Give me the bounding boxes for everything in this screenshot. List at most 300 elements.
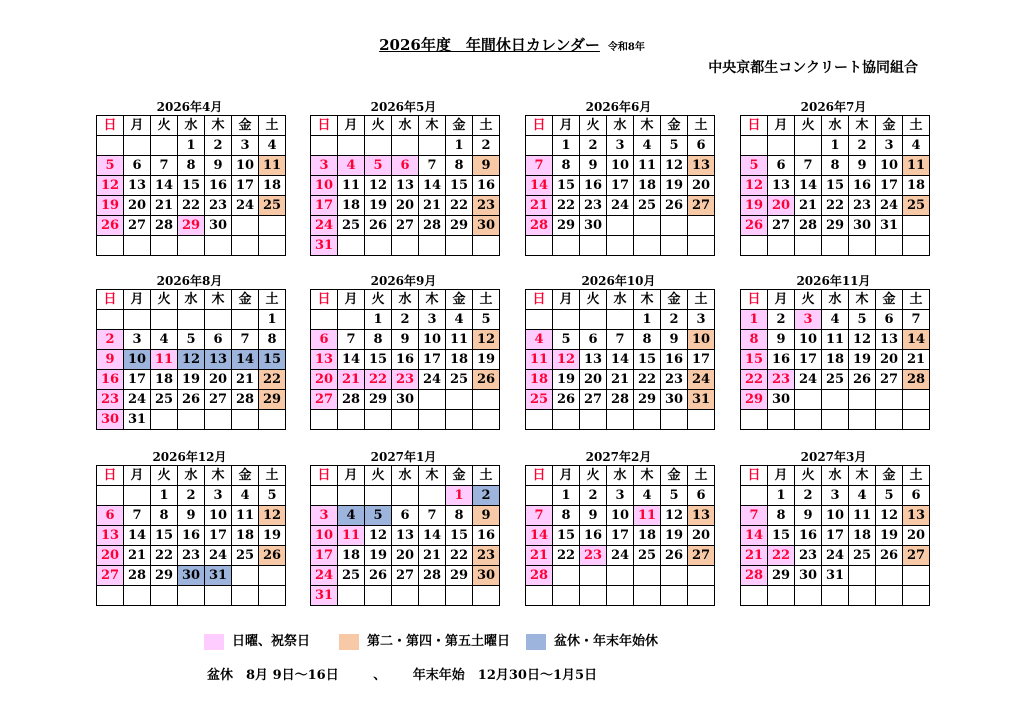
notes-separator: 、 <box>373 668 387 683</box>
day-cell: 22 <box>634 370 661 390</box>
day-cell <box>741 236 768 256</box>
day-cell: 18 <box>338 546 365 566</box>
weekday-header: 水 <box>822 466 849 486</box>
day-cell <box>526 136 553 156</box>
day-cell <box>795 136 822 156</box>
day-cell <box>553 566 580 586</box>
title-era: 令和8年 <box>607 42 645 53</box>
day-cell <box>822 410 849 430</box>
day-cell: 17 <box>607 176 634 196</box>
day-cell: 31 <box>311 586 338 606</box>
day-cell: 12 <box>365 176 392 196</box>
day-cell: 2 <box>473 486 500 506</box>
month-title: 2026年7月 <box>800 100 867 114</box>
weekday-header: 木 <box>634 290 661 310</box>
day-cell: 26 <box>473 370 500 390</box>
day-cell: 16 <box>580 526 607 546</box>
day-cell: 10 <box>607 156 634 176</box>
day-cell: 8 <box>446 506 473 526</box>
day-cell <box>661 410 688 430</box>
weekday-header: 火 <box>795 466 822 486</box>
month-table <box>310 289 500 430</box>
day-cell: 29 <box>741 390 768 410</box>
weekday-header: 木 <box>849 290 876 310</box>
day-cell: 8 <box>365 330 392 350</box>
day-cell: 18 <box>232 526 259 546</box>
day-cell <box>903 236 930 256</box>
weekday-header: 日 <box>526 290 553 310</box>
day-cell: 1 <box>634 310 661 330</box>
day-cell: 10 <box>205 506 232 526</box>
day-cell: 29 <box>446 566 473 586</box>
weekday-header: 木 <box>205 290 232 310</box>
day-cell <box>876 586 903 606</box>
day-cell: 1 <box>553 136 580 156</box>
day-cell: 13 <box>903 506 930 526</box>
day-cell: 6 <box>903 486 930 506</box>
day-cell: 4 <box>634 486 661 506</box>
day-cell <box>311 136 338 156</box>
weekday-header: 木 <box>419 466 446 486</box>
day-cell: 21 <box>741 546 768 566</box>
day-cell: 11 <box>634 156 661 176</box>
day-cell: 22 <box>768 546 795 566</box>
day-cell: 25 <box>151 390 178 410</box>
day-cell <box>97 236 124 256</box>
day-cell: 21 <box>526 546 553 566</box>
day-cell: 22 <box>178 196 205 216</box>
day-cell: 3 <box>205 486 232 506</box>
day-cell <box>473 390 500 410</box>
weekday-header: 水 <box>178 466 205 486</box>
weekday-header: 火 <box>151 466 178 486</box>
day-cell: 7 <box>338 330 365 350</box>
day-cell <box>259 216 286 236</box>
day-cell: 29 <box>365 390 392 410</box>
day-cell: 5 <box>849 310 876 330</box>
month-title: 2026年4月 <box>156 100 223 114</box>
day-cell <box>205 236 232 256</box>
weekday-header: 水 <box>607 290 634 310</box>
day-cell: 1 <box>822 136 849 156</box>
day-cell: 6 <box>311 330 338 350</box>
day-cell: 26 <box>97 216 124 236</box>
weekday-header: 火 <box>151 290 178 310</box>
day-cell: 16 <box>392 350 419 370</box>
day-cell <box>232 236 259 256</box>
weekday-header: 日 <box>741 116 768 136</box>
day-cell: 22 <box>553 546 580 566</box>
day-cell: 17 <box>822 526 849 546</box>
day-cell: 17 <box>311 546 338 566</box>
day-cell: 10 <box>795 330 822 350</box>
day-cell: 18 <box>151 370 178 390</box>
day-cell: 5 <box>661 486 688 506</box>
day-cell: 20 <box>580 370 607 390</box>
month-table <box>740 465 930 606</box>
day-cell: 19 <box>849 350 876 370</box>
day-cell <box>178 586 205 606</box>
weekday-header: 土 <box>473 466 500 486</box>
day-cell: 4 <box>634 136 661 156</box>
weekday-header: 木 <box>419 290 446 310</box>
day-cell: 3 <box>795 310 822 330</box>
day-cell <box>473 410 500 430</box>
day-cell <box>822 586 849 606</box>
day-cell <box>795 390 822 410</box>
day-cell <box>876 566 903 586</box>
day-cell <box>365 410 392 430</box>
day-cell: 13 <box>392 176 419 196</box>
day-cell: 20 <box>768 196 795 216</box>
day-cell: 7 <box>526 506 553 526</box>
day-cell: 26 <box>365 566 392 586</box>
day-cell: 4 <box>526 330 553 350</box>
day-cell <box>634 236 661 256</box>
day-cell: 12 <box>553 350 580 370</box>
day-cell: 14 <box>526 526 553 546</box>
day-cell: 17 <box>232 176 259 196</box>
day-cell <box>553 410 580 430</box>
day-cell: 24 <box>419 370 446 390</box>
month-calendar <box>740 450 927 606</box>
day-cell: 6 <box>392 506 419 526</box>
day-cell: 6 <box>205 330 232 350</box>
legend-label-holiday: 日曜、祝祭日 <box>232 634 311 649</box>
day-cell <box>446 390 473 410</box>
day-cell: 17 <box>124 370 151 390</box>
day-cell: 12 <box>473 330 500 350</box>
day-cell: 2 <box>178 486 205 506</box>
day-cell: 24 <box>311 216 338 236</box>
day-cell: 12 <box>178 350 205 370</box>
weekday-header: 月 <box>338 116 365 136</box>
day-cell <box>151 410 178 430</box>
day-cell: 11 <box>232 506 259 526</box>
month-calendar <box>525 100 712 256</box>
weekday-header: 金 <box>446 290 473 310</box>
weekday-header: 月 <box>553 116 580 136</box>
weekday-header: 土 <box>688 466 715 486</box>
day-cell: 16 <box>473 176 500 196</box>
day-cell <box>338 310 365 330</box>
weekday-header: 火 <box>151 116 178 136</box>
day-cell: 10 <box>124 350 151 370</box>
weekday-header: 火 <box>795 116 822 136</box>
weekday-header: 水 <box>178 116 205 136</box>
day-cell: 2 <box>473 136 500 156</box>
month-title: 2026年5月 <box>370 100 437 114</box>
day-cell: 9 <box>768 330 795 350</box>
day-cell: 7 <box>124 506 151 526</box>
day-cell <box>365 486 392 506</box>
day-cell <box>259 566 286 586</box>
weekday-header: 土 <box>903 466 930 486</box>
weekday-header: 土 <box>688 116 715 136</box>
day-cell: 3 <box>311 156 338 176</box>
day-cell <box>338 136 365 156</box>
day-cell: 9 <box>580 156 607 176</box>
day-cell: 6 <box>580 330 607 350</box>
day-cell: 15 <box>741 350 768 370</box>
month-table <box>740 115 930 256</box>
day-cell: 2 <box>580 486 607 506</box>
day-cell: 3 <box>688 310 715 330</box>
holiday-notes <box>207 667 597 685</box>
day-cell: 30 <box>205 216 232 236</box>
month-table <box>525 465 715 606</box>
day-cell: 5 <box>473 310 500 330</box>
day-cell: 27 <box>205 390 232 410</box>
day-cell <box>607 410 634 430</box>
day-cell <box>419 136 446 156</box>
day-cell: 26 <box>178 390 205 410</box>
day-cell: 2 <box>580 136 607 156</box>
day-cell <box>634 216 661 236</box>
day-cell: 27 <box>392 566 419 586</box>
day-cell: 22 <box>259 370 286 390</box>
day-cell: 19 <box>97 196 124 216</box>
weekday-header: 木 <box>849 116 876 136</box>
day-cell: 13 <box>124 176 151 196</box>
day-cell: 22 <box>365 370 392 390</box>
month-calendar <box>310 100 497 256</box>
day-cell: 6 <box>768 156 795 176</box>
weekday-header: 水 <box>822 116 849 136</box>
day-cell: 23 <box>392 370 419 390</box>
day-cell <box>903 586 930 606</box>
month-table <box>96 465 286 606</box>
day-cell: 8 <box>446 156 473 176</box>
day-cell: 4 <box>446 310 473 330</box>
day-cell: 28 <box>419 566 446 586</box>
day-cell: 3 <box>822 486 849 506</box>
day-cell: 29 <box>151 566 178 586</box>
day-cell: 9 <box>580 506 607 526</box>
day-cell: 14 <box>741 526 768 546</box>
day-cell: 5 <box>553 330 580 350</box>
month-title: 2027年1月 <box>370 450 437 464</box>
day-cell: 25 <box>526 390 553 410</box>
weekday-header: 金 <box>876 116 903 136</box>
day-cell: 5 <box>741 156 768 176</box>
day-cell: 14 <box>232 350 259 370</box>
day-cell <box>553 310 580 330</box>
day-cell: 17 <box>876 176 903 196</box>
day-cell: 2 <box>97 330 124 350</box>
day-cell <box>553 586 580 606</box>
day-cell: 11 <box>903 156 930 176</box>
day-cell <box>232 310 259 330</box>
day-cell <box>205 410 232 430</box>
day-cell: 21 <box>795 196 822 216</box>
day-cell: 20 <box>311 370 338 390</box>
day-cell: 5 <box>365 156 392 176</box>
day-cell: 8 <box>553 156 580 176</box>
day-cell: 18 <box>259 176 286 196</box>
day-cell: 24 <box>311 566 338 586</box>
day-cell <box>903 216 930 236</box>
day-cell <box>768 586 795 606</box>
day-cell <box>259 410 286 430</box>
day-cell <box>607 586 634 606</box>
day-cell: 24 <box>795 370 822 390</box>
day-cell <box>661 586 688 606</box>
day-cell <box>607 566 634 586</box>
day-cell <box>607 216 634 236</box>
day-cell <box>526 586 553 606</box>
day-cell: 9 <box>473 506 500 526</box>
weekday-header: 日 <box>311 466 338 486</box>
day-cell <box>634 410 661 430</box>
day-cell <box>232 586 259 606</box>
day-cell: 28 <box>903 370 930 390</box>
day-cell <box>634 586 661 606</box>
weekday-header: 月 <box>553 290 580 310</box>
day-cell <box>124 236 151 256</box>
day-cell: 3 <box>124 330 151 350</box>
day-cell: 30 <box>473 566 500 586</box>
day-cell <box>580 586 607 606</box>
day-cell <box>661 566 688 586</box>
day-cell: 22 <box>446 546 473 566</box>
day-cell <box>768 136 795 156</box>
day-cell: 30 <box>178 566 205 586</box>
day-cell: 4 <box>903 136 930 156</box>
day-cell: 24 <box>876 196 903 216</box>
weekday-header: 金 <box>661 466 688 486</box>
day-cell: 31 <box>876 216 903 236</box>
day-cell: 10 <box>419 330 446 350</box>
day-cell: 13 <box>688 156 715 176</box>
day-cell: 18 <box>446 350 473 370</box>
day-cell <box>634 566 661 586</box>
day-cell: 21 <box>419 546 446 566</box>
day-cell <box>124 310 151 330</box>
day-cell <box>232 566 259 586</box>
day-cell: 7 <box>903 310 930 330</box>
day-cell: 11 <box>526 350 553 370</box>
day-cell <box>741 586 768 606</box>
weekday-header: 木 <box>205 116 232 136</box>
day-cell <box>607 310 634 330</box>
day-cell: 24 <box>232 196 259 216</box>
day-cell: 30 <box>97 410 124 430</box>
day-cell: 28 <box>151 216 178 236</box>
day-cell <box>741 410 768 430</box>
day-cell: 24 <box>124 390 151 410</box>
month-calendar <box>96 274 283 430</box>
weekday-header: 月 <box>338 466 365 486</box>
day-cell: 12 <box>849 330 876 350</box>
day-cell <box>338 486 365 506</box>
day-cell: 30 <box>768 390 795 410</box>
day-cell <box>473 586 500 606</box>
day-cell: 16 <box>580 176 607 196</box>
day-cell: 23 <box>795 546 822 566</box>
day-cell: 21 <box>419 196 446 216</box>
day-cell <box>795 586 822 606</box>
day-cell <box>365 136 392 156</box>
day-cell <box>178 236 205 256</box>
day-cell: 29 <box>446 216 473 236</box>
day-cell <box>849 390 876 410</box>
month-calendar <box>740 100 927 256</box>
weekday-header: 木 <box>419 116 446 136</box>
day-cell: 6 <box>688 486 715 506</box>
day-cell: 10 <box>688 330 715 350</box>
day-cell: 18 <box>634 176 661 196</box>
day-cell: 14 <box>124 526 151 546</box>
day-cell: 8 <box>259 330 286 350</box>
day-cell: 27 <box>688 546 715 566</box>
day-cell <box>97 136 124 156</box>
day-cell <box>822 236 849 256</box>
day-cell: 2 <box>768 310 795 330</box>
weekday-header: 土 <box>903 116 930 136</box>
weekday-header: 金 <box>232 116 259 136</box>
day-cell: 13 <box>768 176 795 196</box>
day-cell: 31 <box>205 566 232 586</box>
day-cell: 22 <box>822 196 849 216</box>
day-cell: 17 <box>688 350 715 370</box>
day-cell <box>178 310 205 330</box>
legend-swatch-saturday <box>339 634 359 650</box>
day-cell <box>903 410 930 430</box>
day-cell: 21 <box>151 196 178 216</box>
day-cell: 23 <box>768 370 795 390</box>
day-cell: 21 <box>338 370 365 390</box>
day-cell: 15 <box>553 176 580 196</box>
day-cell: 1 <box>365 310 392 330</box>
day-cell: 9 <box>97 350 124 370</box>
day-cell: 1 <box>178 136 205 156</box>
day-cell: 2 <box>205 136 232 156</box>
day-cell <box>338 586 365 606</box>
weekday-header: 金 <box>661 290 688 310</box>
day-cell <box>151 310 178 330</box>
month-title: 2026年11月 <box>796 274 871 288</box>
day-cell <box>526 410 553 430</box>
day-cell: 29 <box>634 390 661 410</box>
day-cell: 20 <box>392 196 419 216</box>
day-cell: 21 <box>232 370 259 390</box>
day-cell <box>526 486 553 506</box>
day-cell <box>741 136 768 156</box>
day-cell <box>151 236 178 256</box>
day-cell <box>446 236 473 256</box>
day-cell <box>876 236 903 256</box>
day-cell: 20 <box>688 526 715 546</box>
day-cell: 17 <box>419 350 446 370</box>
day-cell: 12 <box>661 506 688 526</box>
day-cell: 4 <box>822 310 849 330</box>
day-cell: 24 <box>607 546 634 566</box>
day-cell <box>661 216 688 236</box>
day-cell: 25 <box>903 196 930 216</box>
weekday-header: 月 <box>768 466 795 486</box>
weekday-header: 月 <box>124 466 151 486</box>
day-cell: 19 <box>365 546 392 566</box>
day-cell: 27 <box>97 566 124 586</box>
day-cell: 17 <box>795 350 822 370</box>
day-cell: 27 <box>876 370 903 390</box>
day-cell: 2 <box>795 486 822 506</box>
day-cell <box>473 236 500 256</box>
day-cell: 4 <box>338 156 365 176</box>
day-cell: 23 <box>580 196 607 216</box>
day-cell: 8 <box>151 506 178 526</box>
